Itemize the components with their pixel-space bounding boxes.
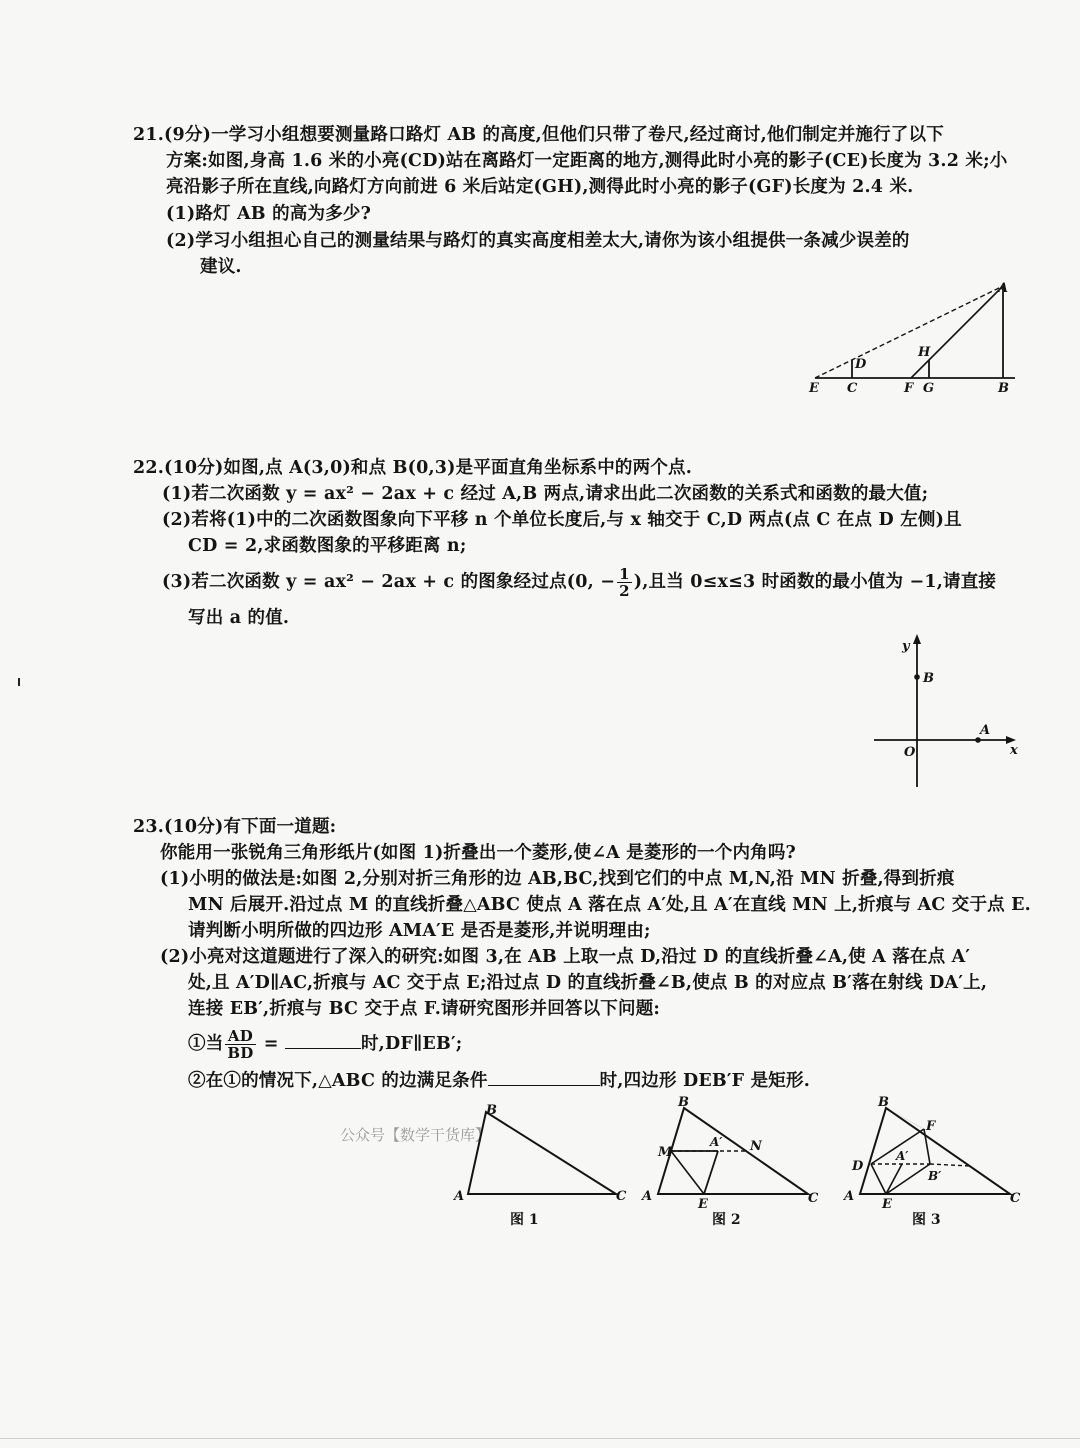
fig1-caption: 图 1 [510, 1212, 539, 1228]
label-E: E [809, 381, 819, 396]
side-fb2 [924, 1129, 930, 1164]
q22-part3-fraction [617, 566, 632, 599]
label-B: B [878, 1095, 889, 1110]
label-y: y [902, 639, 910, 654]
page-bottom-edge [0, 1438, 1080, 1439]
q23-p2c: 连接 EB′,折痕与 BC 交于点 F.请研究图形并回答以下问题: [188, 999, 661, 1019]
label-A-prime: A′ [710, 1135, 723, 1149]
q21-line2: 方案:如图,身高 1.6 米的小亮(CD)站在离路灯一定距离的地方,测得此时小亮的影子(CE)长度为 3.2 米;小 [166, 151, 1008, 171]
crease-de [871, 1164, 886, 1194]
q23-line1: 23.(10分)有下面一道题: [133, 817, 337, 837]
label-H: H [918, 345, 931, 360]
q22-part3 [162, 566, 996, 599]
label-A-prime: A′ [896, 1149, 909, 1163]
q23-figure-2 [640, 1092, 830, 1228]
shadow-ray-2 [911, 286, 1003, 378]
label-N: N [750, 1139, 762, 1154]
q23-p2a: (2)小亮对这道题进行了深入的研究:如图 3,在 AB 上取一点 D,沿过 D 的直线折叠∠A,使 A 落在点 A′ [160, 947, 971, 967]
label-A: A [454, 1189, 465, 1204]
q22-part2b: CD = 2,求函数图象的平移距离 n; [188, 536, 467, 556]
label-F: F [926, 1119, 936, 1134]
q22-part1: (1)若二次函数 y = ax² − 2ax + c 经过 A,B 两点,请求出此二次函数的关系式和函数的最大值; [162, 484, 929, 504]
q23-sub1-eq: = [257, 1034, 285, 1054]
q23-sub1-post: 时,DF∥EB′; [360, 1034, 463, 1054]
label-C: C [847, 381, 858, 396]
label-A: A [642, 1189, 653, 1204]
label-G: G [923, 381, 935, 396]
label-A: A [998, 281, 1009, 296]
segment-eb2 [886, 1164, 930, 1194]
q23-p1a: (1)小明的做法是:如图 2,分别对折三角形的边 AB,BC,找到它们的中点 M,N,沿 MN 折叠,得到折痕 [160, 869, 955, 889]
q22-part3-point-pre: (0, − [566, 572, 616, 592]
q22-axes-figure [870, 632, 1030, 792]
label-B-prime: B′ [928, 1169, 942, 1183]
point-A [975, 737, 981, 743]
q23-p2b: 处,且 A′D∥AC,折痕与 AC 交于点 E;沿过点 D 的直线折叠∠B,使点 B 的对应点 B′落在射线 DA′上, [188, 973, 988, 993]
q23-line2: 你能用一张锐角三角形纸片(如图 1)折叠出一个菱形,使∠A 是菱形的一个内角吗? [160, 843, 797, 863]
q21-part1: (1)路灯 AB 的高为多少? [166, 204, 372, 224]
label-C: C [1010, 1191, 1021, 1206]
q21-part2b: 建议. [200, 257, 242, 277]
crease-me [671, 1151, 704, 1194]
label-C: C [616, 1189, 627, 1204]
q22-part3-point-post: ) [633, 572, 643, 592]
q22-part3-post: ,且当 0≤x≤3 时函数的最小值为 −1,请直接 [642, 572, 997, 592]
q21-line1: 21.(9分)一学习小组想要测量路口路灯 AB 的高度,但他们只带了卷尺,经过商讨,他们制定并施行了以下 [133, 125, 944, 145]
q23-sub2-post: 时,四边形 DEB′F 是矩形. [599, 1071, 810, 1091]
label-D: D [855, 357, 867, 372]
label-A: A [844, 1189, 855, 1204]
label-B: B [998, 381, 1009, 396]
fig2-caption: 图 2 [712, 1212, 741, 1228]
q23-p1c: 请判断小明所做的四边形 AMA′E 是否是菱形,并说明理由; [188, 921, 651, 941]
label-B: B [923, 671, 934, 686]
q22-part3b: 写出 a 的值. [188, 608, 290, 628]
ray-extension [930, 1164, 970, 1166]
q22-line1: 22.(10分)如图,点 A(3,0)和点 B(0,3)是平面直角坐标系中的两个点. [133, 458, 693, 478]
q23-p1b: MN 后展开.沿过点 M 的直线折叠△ABC 使点 A 落在点 A′处,且 A′在直线 MN 上,折痕与 AC 交于点 E. [188, 895, 1031, 915]
triangle-abc [468, 1112, 616, 1194]
q23-sub1-fraction [225, 1028, 255, 1061]
frac-denominator: BD [227, 1044, 254, 1062]
label-A: A [980, 723, 991, 738]
watermark: 公众号【数学干货库】 [340, 1126, 491, 1144]
label-O: O [904, 745, 916, 760]
label-C: C [808, 1191, 819, 1206]
label-x: x [1010, 743, 1018, 758]
shadow-ray-1 [815, 286, 1003, 378]
side-bf [886, 1108, 924, 1129]
label-F: F [904, 381, 914, 396]
frac-denominator: 2 [619, 582, 630, 600]
q23-sub1-pre: ①当 [188, 1034, 224, 1054]
label-M: M [658, 1145, 673, 1160]
q23-figure-3 [842, 1092, 1032, 1228]
frac-numerator: AD [225, 1028, 255, 1045]
q21-part2a: (2)学习小组担心自己的测量结果与路灯的真实高度相差太大,请你为该小组提供一条减少误差的 [166, 231, 910, 251]
label-B: B [678, 1095, 689, 1110]
answer-blank-2[interactable] [488, 1067, 600, 1086]
q23-sub2-pre: ②在①的情况下,△ABC 的边满足条件 [188, 1071, 488, 1091]
y-axis-arrow-icon [913, 634, 921, 644]
q23-sub1 [188, 1028, 462, 1061]
q23-figure-1 [452, 1098, 632, 1228]
q23-sub2 [188, 1067, 810, 1094]
q22-part3-pre: (3)若二次函数 y = ax² − 2ax + c 的图象经过点 [162, 572, 567, 592]
label-D: D [852, 1159, 864, 1174]
q22-part2a: (2)若将(1)中的二次函数图象向下平移 n 个单位长度后,与 x 轴交于 C,D 两点(点 C 在点 D 左侧)且 [162, 510, 962, 530]
frac-numerator: 1 [619, 565, 630, 583]
q21-lamp-figure [805, 278, 1030, 398]
point-B [914, 674, 920, 680]
margin-mark [18, 678, 20, 686]
answer-blank-1[interactable] [285, 1030, 361, 1049]
label-E: E [698, 1197, 708, 1212]
label-E: E [882, 1197, 892, 1212]
q21-line3: 亮沿影子所在直线,向路灯方向前进 6 米后站定(GH),测得此时小亮的影子(GF)长度为 2.4 米. [166, 177, 914, 197]
fig3-caption: 图 3 [912, 1212, 941, 1228]
side-a2e [704, 1151, 718, 1194]
label-B: B [486, 1103, 497, 1118]
